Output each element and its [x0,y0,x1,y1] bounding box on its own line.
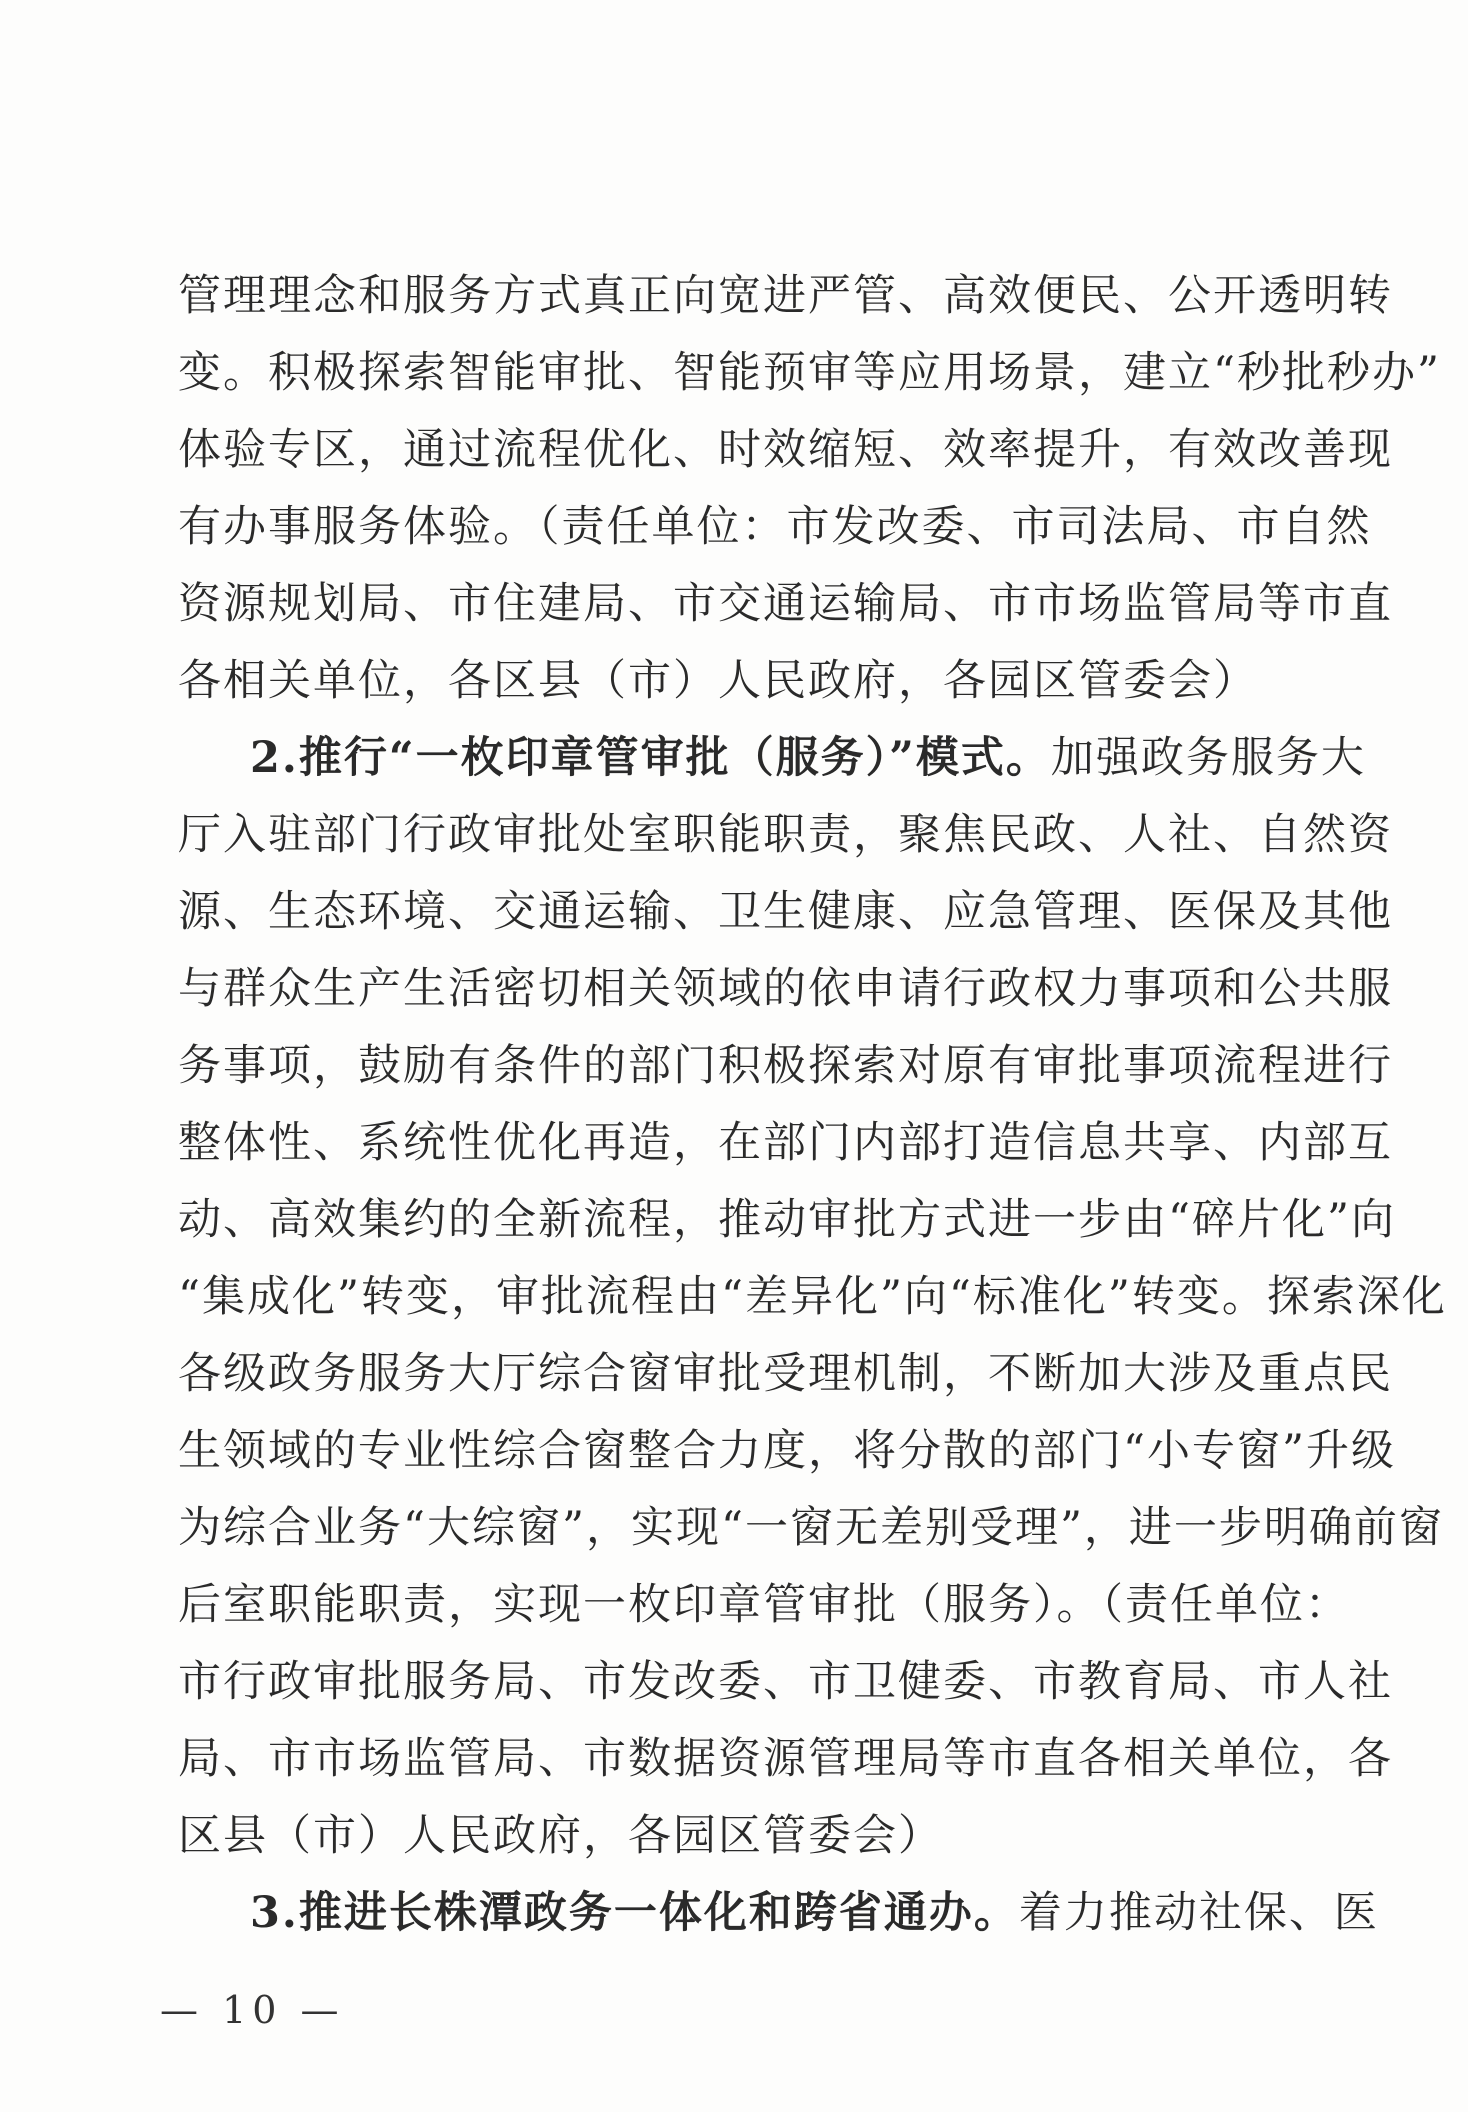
paragraph-1-line-6: 各相关单位，各区县（市）人民政府，各园区管委会） [178,656,1258,706]
paragraph-1-line-4: 有办事服务体验。（责任单位：市发改委、市司法局、市自然 [178,502,1372,552]
paragraph-2-line-4: 与群众生产生活密切相关领域的依申请行政权力事项和公共服 [178,964,1393,1014]
paragraph-1-line-3: 体验专区，通过流程优化、时效缩短、效率提升，有效改善现 [178,425,1393,475]
paragraph-2-line-11: 为综合业务“大综窗”，实现“一窗无差别受理”，进一步明确前窗 [178,1503,1444,1553]
paragraph-1-line-2: 变。积极探索智能审批、智能预审等应用场景，建立“秒批秒办” [178,348,1441,398]
paragraph-2-line-15: 区县（市）人民政府，各园区管委会） [178,1811,943,1861]
paragraph-2-line-10: 生领域的专业性综合窗整合力度，将分散的部门“小专窗”升级 [178,1426,1396,1476]
paragraph-2-first-line [178,720,1366,797]
paragraph-2-line-13: 市行政审批服务局、市发改委、市卫健委、市教育局、市人社 [178,1657,1393,1707]
paragraph-2-line-12: 后室职能职责，实现一枚印章管审批（服务）。（责任单位： [178,1580,1350,1630]
paragraph-2-line-8: “集成化”转变，审批流程由“差异化”向“标准化”转变。探索深化 [178,1272,1447,1322]
paragraph-2-heading: 2.推行“一枚印章管审批（服务）”模式。 [250,733,1051,783]
paragraph-2-line-2: 厅入驻部门行政审批处室职能职责，聚焦民政、人社、自然资 [178,810,1393,860]
paragraph-3-heading: 3.推进长株潭政务一体化和跨省通办。 [250,1888,1019,1938]
paragraph-3-first-line [178,1875,1379,1952]
paragraph-1-line-1: 管理理念和服务方式真正向宽进严管、高效便民、公开透明转 [178,271,1393,321]
paragraph-2-line-7: 动、高效集约的全新流程，推动审批方式进一步由“碎片化”向 [178,1195,1396,1245]
page-number: — 10 — [160,1988,345,2032]
paragraph-2-line-9: 各级政务服务大厅综合窗审批受理机制，不断加大涉及重点民 [178,1349,1393,1399]
paragraph-2-line-3: 源、生态环境、交通运输、卫生健康、应急管理、医保及其他 [178,887,1393,937]
body-text [178,258,1447,1952]
paragraph-2-line-14: 局、市市场监管局、市数据资源管理局等市直各相关单位，各 [178,1734,1393,1784]
paragraph-2-line-6: 整体性、系统性优化再造，在部门内部打造信息共享、内部互 [178,1118,1393,1168]
paragraph-2-first-line-text: 加强政务服务大 [1050,733,1366,783]
paragraph-2-line-5: 务事项，鼓励有条件的部门积极探索对原有审批事项流程进行 [178,1041,1393,1091]
paragraph-3-first-line-text: 着力推动社保、医 [1018,1888,1379,1938]
paragraph-1-line-5: 资源规划局、市住建局、市交通运输局、市市场监管局等市直 [178,579,1393,629]
